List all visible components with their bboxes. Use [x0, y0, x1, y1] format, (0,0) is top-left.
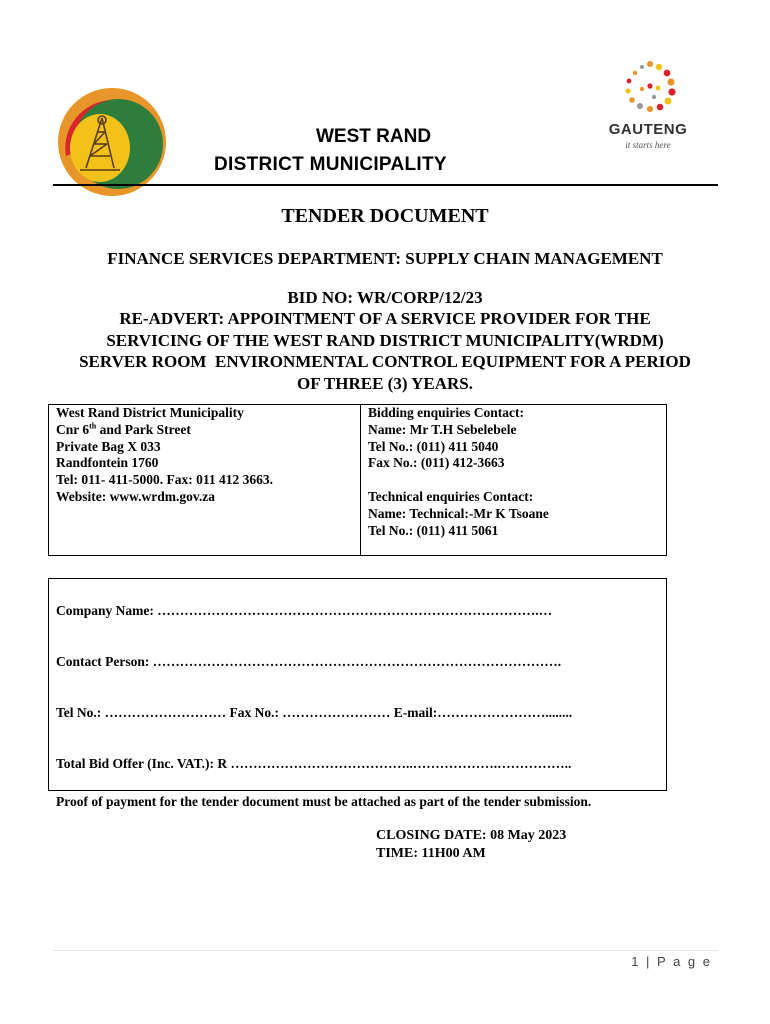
bid-line: RE-ADVERT: APPOINTMENT OF A SERVICE PROVIDER FOR THE	[119, 309, 651, 329]
proof-of-payment-note: Proof of payment for the tender document must be attached as part of the tender submission.	[56, 794, 592, 809]
tel-fax-email-field[interactable]: Tel No.: ……………………… Fax No.: …………………… E-mail:……………………........	[56, 705, 573, 720]
municipality-address	[56, 405, 273, 506]
header-rule	[53, 184, 718, 186]
bidding-contact-fax: Fax No.: (011) 412-3663	[368, 455, 505, 471]
bidding-contact-name: Name: Mr T.H Sebelebele	[368, 421, 517, 437]
document-title: TENDER DOCUMENT	[281, 205, 489, 227]
address-bag: Private Bag X 033	[56, 438, 161, 454]
bidding-enquiries-heading: Bidding enquiries Contact:	[368, 405, 525, 420]
bid-line: SERVICING OF THE WEST RAND DISTRICT MUNICIPALITY(WRDM)	[106, 330, 664, 350]
municipality-name-line1: WEST RAND	[316, 126, 432, 147]
closing-details	[376, 827, 566, 863]
address-name: West Rand District Municipality	[56, 405, 244, 420]
company-name-field[interactable]: Company Name: ………………………………………………………………………….…	[56, 603, 553, 618]
bid-line: OF THREE (3) YEARS.	[296, 373, 473, 393]
closing-time: TIME: 11H00 AM	[376, 846, 486, 861]
footer-rule	[53, 950, 718, 951]
page-number: 1 | P a g e	[631, 954, 712, 969]
spacer	[368, 472, 549, 489]
contact-person-field[interactable]: Contact Person: ……………………………………………………………………………….	[56, 654, 562, 669]
technical-contact-tel: Tel No.: (011) 411 5061	[368, 522, 499, 538]
bid-line: SERVER ROOM ENVIRONMENTAL CONTROL EQUIPMENT FOR A PERIOD	[79, 352, 691, 372]
municipality-name-line2: DISTRICT MUNICIPALITY	[214, 154, 447, 175]
technical-enquiries-heading: Technical enquiries Contact:	[368, 488, 534, 504]
technical-contact-name: Name: Technical:-Mr K Tsoane	[368, 505, 549, 521]
enquiries-contacts	[368, 405, 549, 539]
contact-table-divider	[360, 404, 361, 556]
total-bid-offer-field[interactable]: Total Bid Offer (Inc. VAT.): R …………………………………..……………….……………..	[56, 756, 572, 771]
address-street: Cnr 6th and Park Street	[56, 421, 191, 437]
closing-date: CLOSING DATE: 08 May 2023	[376, 828, 567, 843]
address-tel-fax: Tel: 011- 411-5000. Fax: 011 412 3663.	[56, 472, 274, 488]
bid-number: BID NO: WR/CORP/12/23	[287, 288, 483, 307]
gauteng-tagline: it starts here	[625, 140, 671, 150]
wrdm-logo	[52, 82, 170, 200]
gauteng-wordmark: GAUTENG	[608, 121, 688, 138]
address-town: Randfontein 1760	[56, 455, 159, 471]
address-website[interactable]: Website: www.wrdm.gov.za	[56, 488, 215, 504]
bid-description	[20, 287, 750, 394]
department-heading: FINANCE SERVICES DEPARTMENT: SUPPLY CHAIN MANAGEMENT	[107, 249, 663, 268]
bidding-contact-tel: Tel No.: (011) 411 5040	[368, 438, 499, 454]
